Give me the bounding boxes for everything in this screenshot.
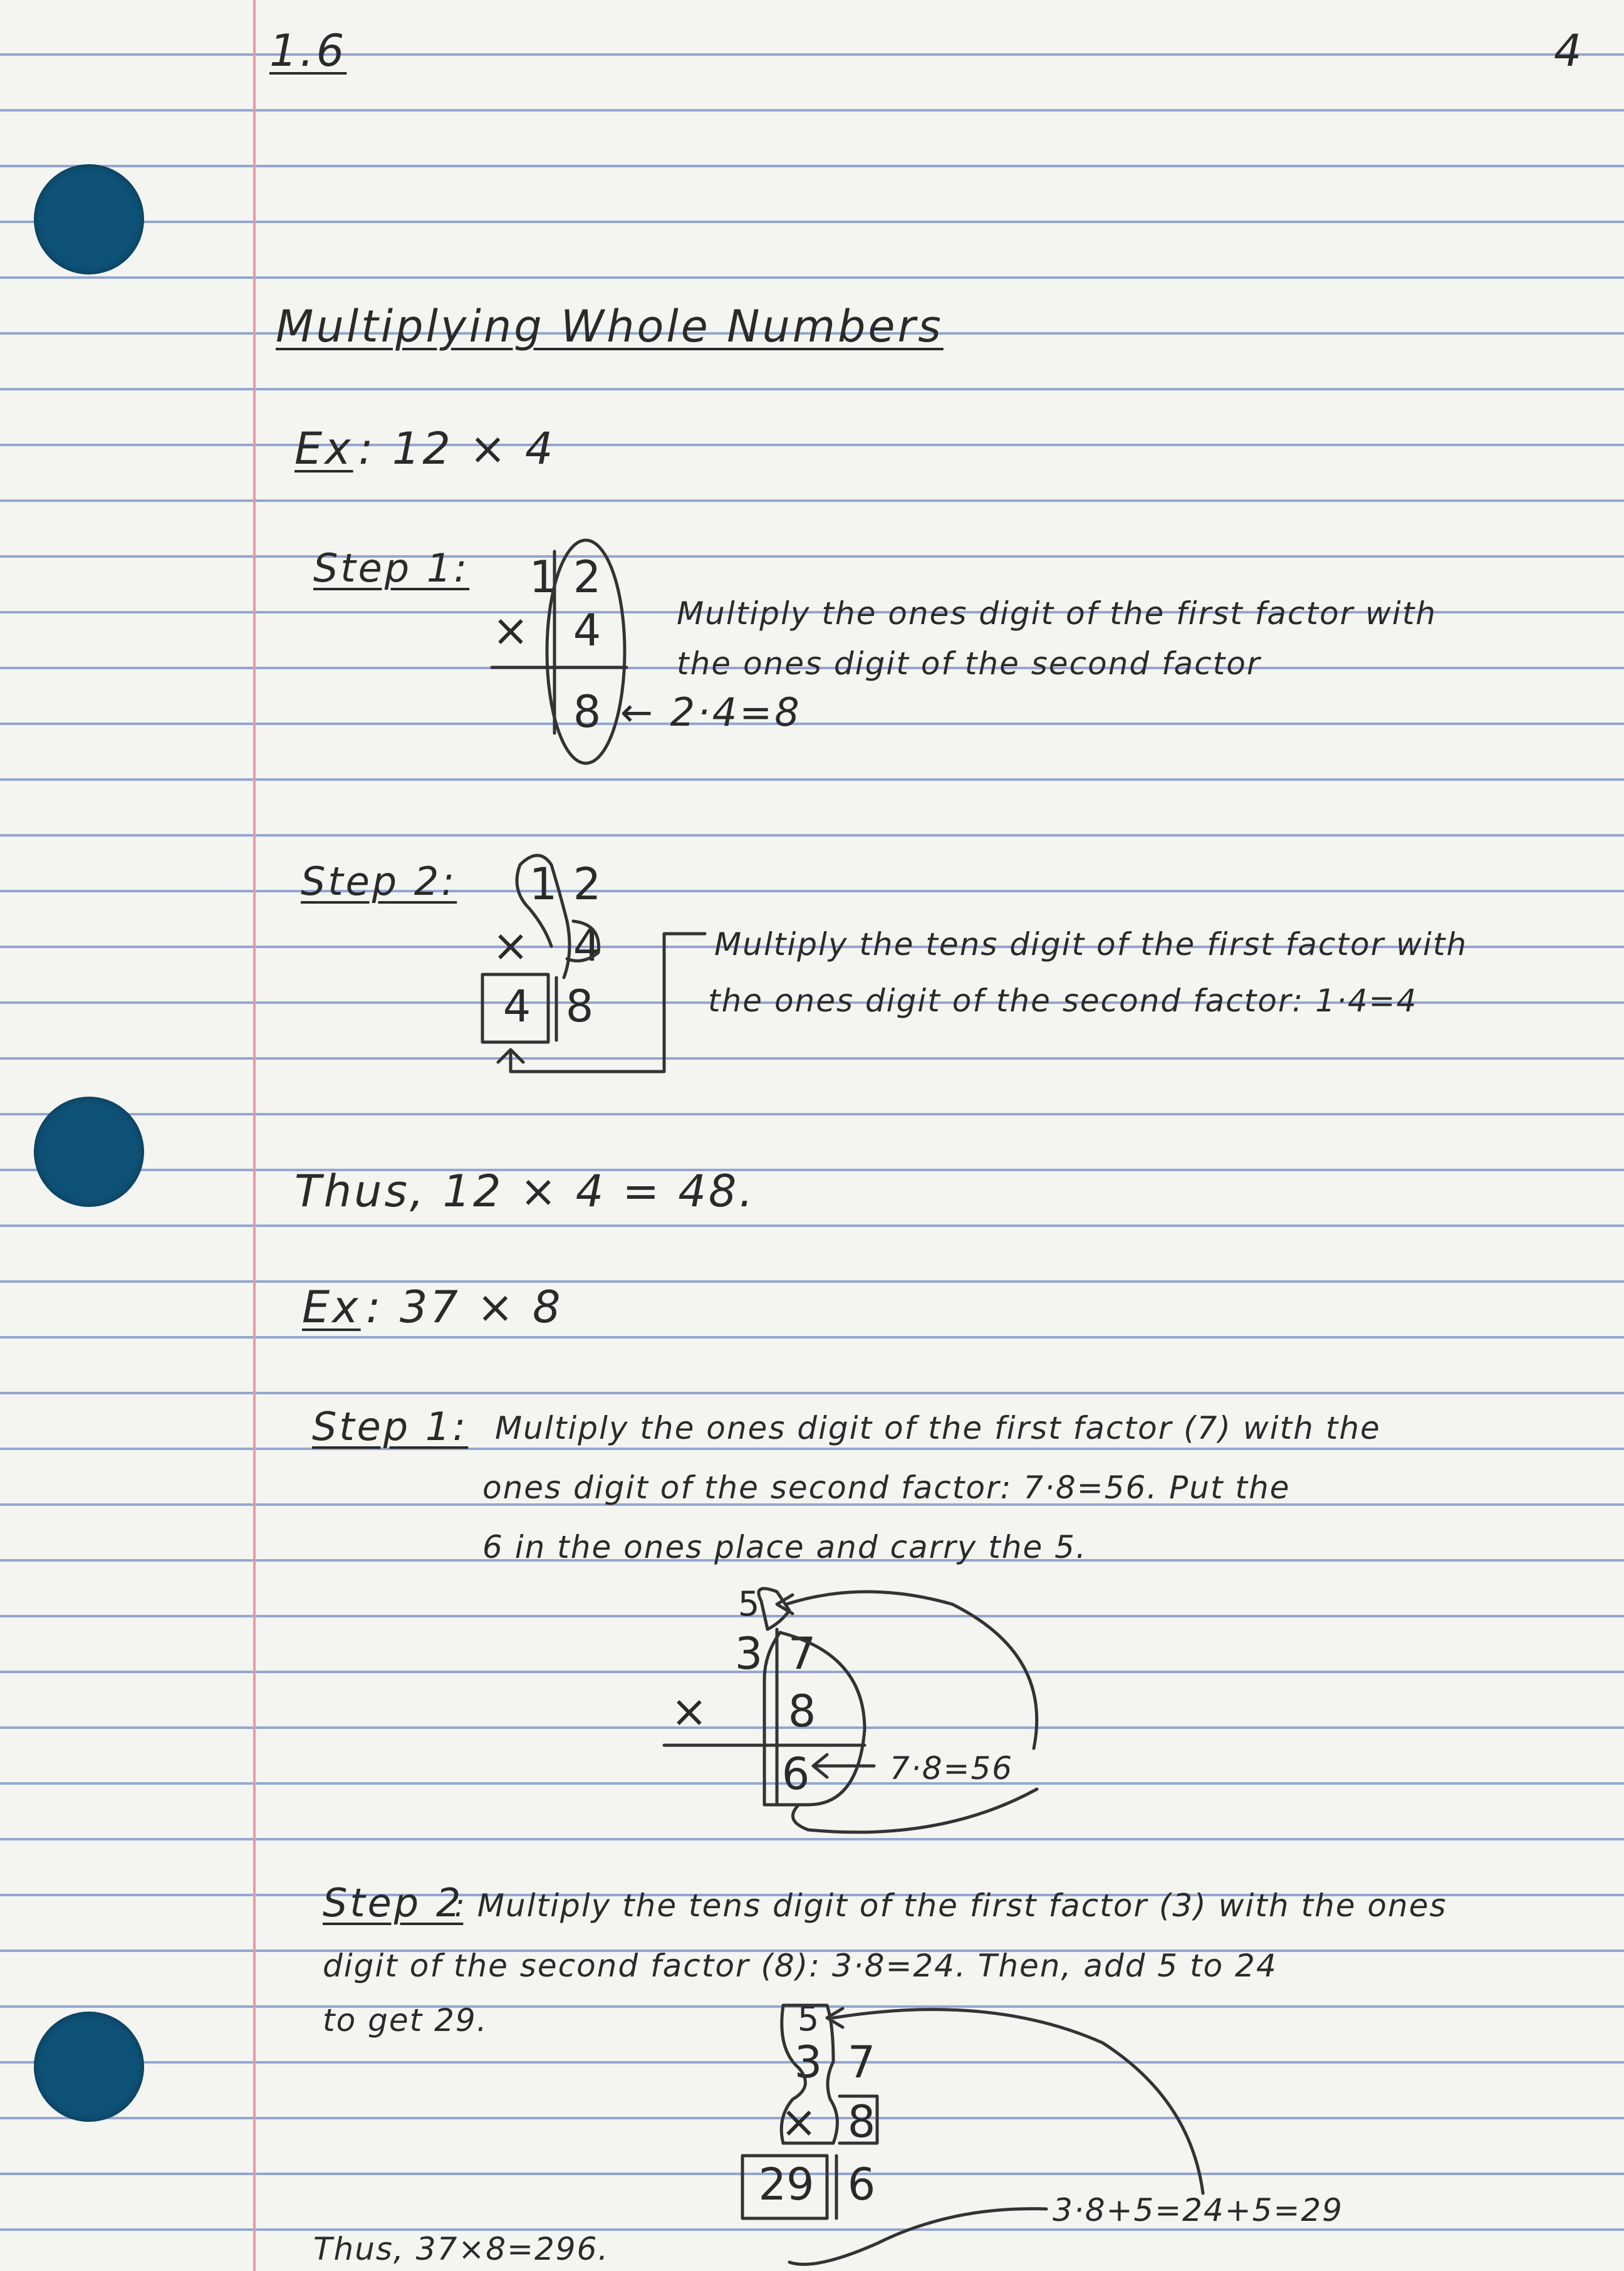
carry-arrow <box>833 2010 1203 2193</box>
step-label: Step 2 <box>323 1880 464 1926</box>
carry-arrow <box>786 1592 1037 1748</box>
example-expression: : 37 × 8 <box>366 1282 563 1333</box>
product-box <box>742 2156 827 2218</box>
factor-digit: 8 <box>788 1686 816 1737</box>
step-text: ones digit of the second factor: 7·8=56. Put the <box>482 1470 1291 1506</box>
factor-digit: 3 <box>734 1628 763 1679</box>
conclusion: Thus, 37×8=296. <box>313 2231 610 2267</box>
times-sign: × <box>780 2096 818 2148</box>
tens-loop <box>517 865 551 946</box>
carry-digit: 5 <box>797 1999 820 2039</box>
example-expression: : 12 × 4 <box>358 423 556 474</box>
example-label: Ex <box>294 423 353 474</box>
step-label: Step 2: <box>301 859 457 904</box>
ones-column-loop <box>764 1632 865 1805</box>
product-box <box>482 974 548 1042</box>
tens-loop <box>520 855 570 978</box>
factor-digit: 4 <box>573 605 601 656</box>
factor-digit: 7 <box>847 2037 876 2088</box>
step-text: digit of the second factor (8): 3·8=24. Then, add 5 to 24 <box>323 1948 1278 1984</box>
factor-digit: 8 <box>847 2096 876 2148</box>
tens-loop <box>781 2005 837 2143</box>
example-label: Ex <box>302 1282 361 1333</box>
step-note: the ones digit of the second factor <box>677 645 1261 682</box>
multiplier-box <box>840 2096 877 2143</box>
product-digit: 8 <box>565 981 594 1032</box>
product-digit: 29 <box>758 2159 815 2210</box>
page-number: 4 <box>1554 25 1585 76</box>
multiplier-loop <box>567 921 599 961</box>
bracket-arrow <box>511 934 705 1072</box>
step-note: Multiply the ones digit of the first factor with <box>677 595 1437 632</box>
product-digit: 6 <box>847 2159 876 2210</box>
step-text: Multiply the ones digit of the first factor (7) with the <box>495 1410 1381 1446</box>
step-text: to get 29. <box>323 2002 488 2039</box>
factor-digit: 4 <box>573 920 601 971</box>
factor-digit: 7 <box>788 1628 816 1679</box>
product-digit: 6 <box>781 1748 810 1800</box>
step-text: 6 in the ones place and carry the 5. <box>482 1529 1087 1565</box>
ones-column-loop <box>547 540 625 763</box>
result-arrow <box>793 1789 1037 1832</box>
arrow-note: 7·8=56 <box>890 1750 1014 1787</box>
times-sign: × <box>670 1686 708 1737</box>
step-note: the ones digit of the second factor: 1·4=4 <box>708 983 1418 1019</box>
times-sign: × <box>492 605 529 656</box>
factor-digit: 1 <box>529 551 558 603</box>
times-sign: × <box>492 920 529 971</box>
step-note: Multiply the tens digit of the first factor with <box>714 926 1468 963</box>
product-digit: 4 <box>502 981 531 1032</box>
factor-digit: 3 <box>794 2037 823 2088</box>
factor-digit: 1 <box>529 859 558 910</box>
step-label: Step 1: <box>313 545 470 591</box>
page-title: Multiplying Whole Numbers <box>276 301 944 352</box>
product-digit: 8 <box>573 686 601 738</box>
factor-digit: 2 <box>573 551 601 603</box>
conclusion: Thus, 12 × 4 = 48. <box>294 1166 756 1217</box>
step-text: : Multiply the tens digit of the first factor (3) with the ones <box>454 1887 1447 1924</box>
arrow-note: ← 2·4=8 <box>620 689 802 735</box>
arrow-note: 3·8+5=24+5=29 <box>1053 2192 1343 2228</box>
step-label: Step 1: <box>312 1404 469 1449</box>
factor-digit: 2 <box>573 859 601 910</box>
section-number: 1.6 <box>269 25 347 76</box>
carry-digit: 5 <box>737 1584 760 1624</box>
